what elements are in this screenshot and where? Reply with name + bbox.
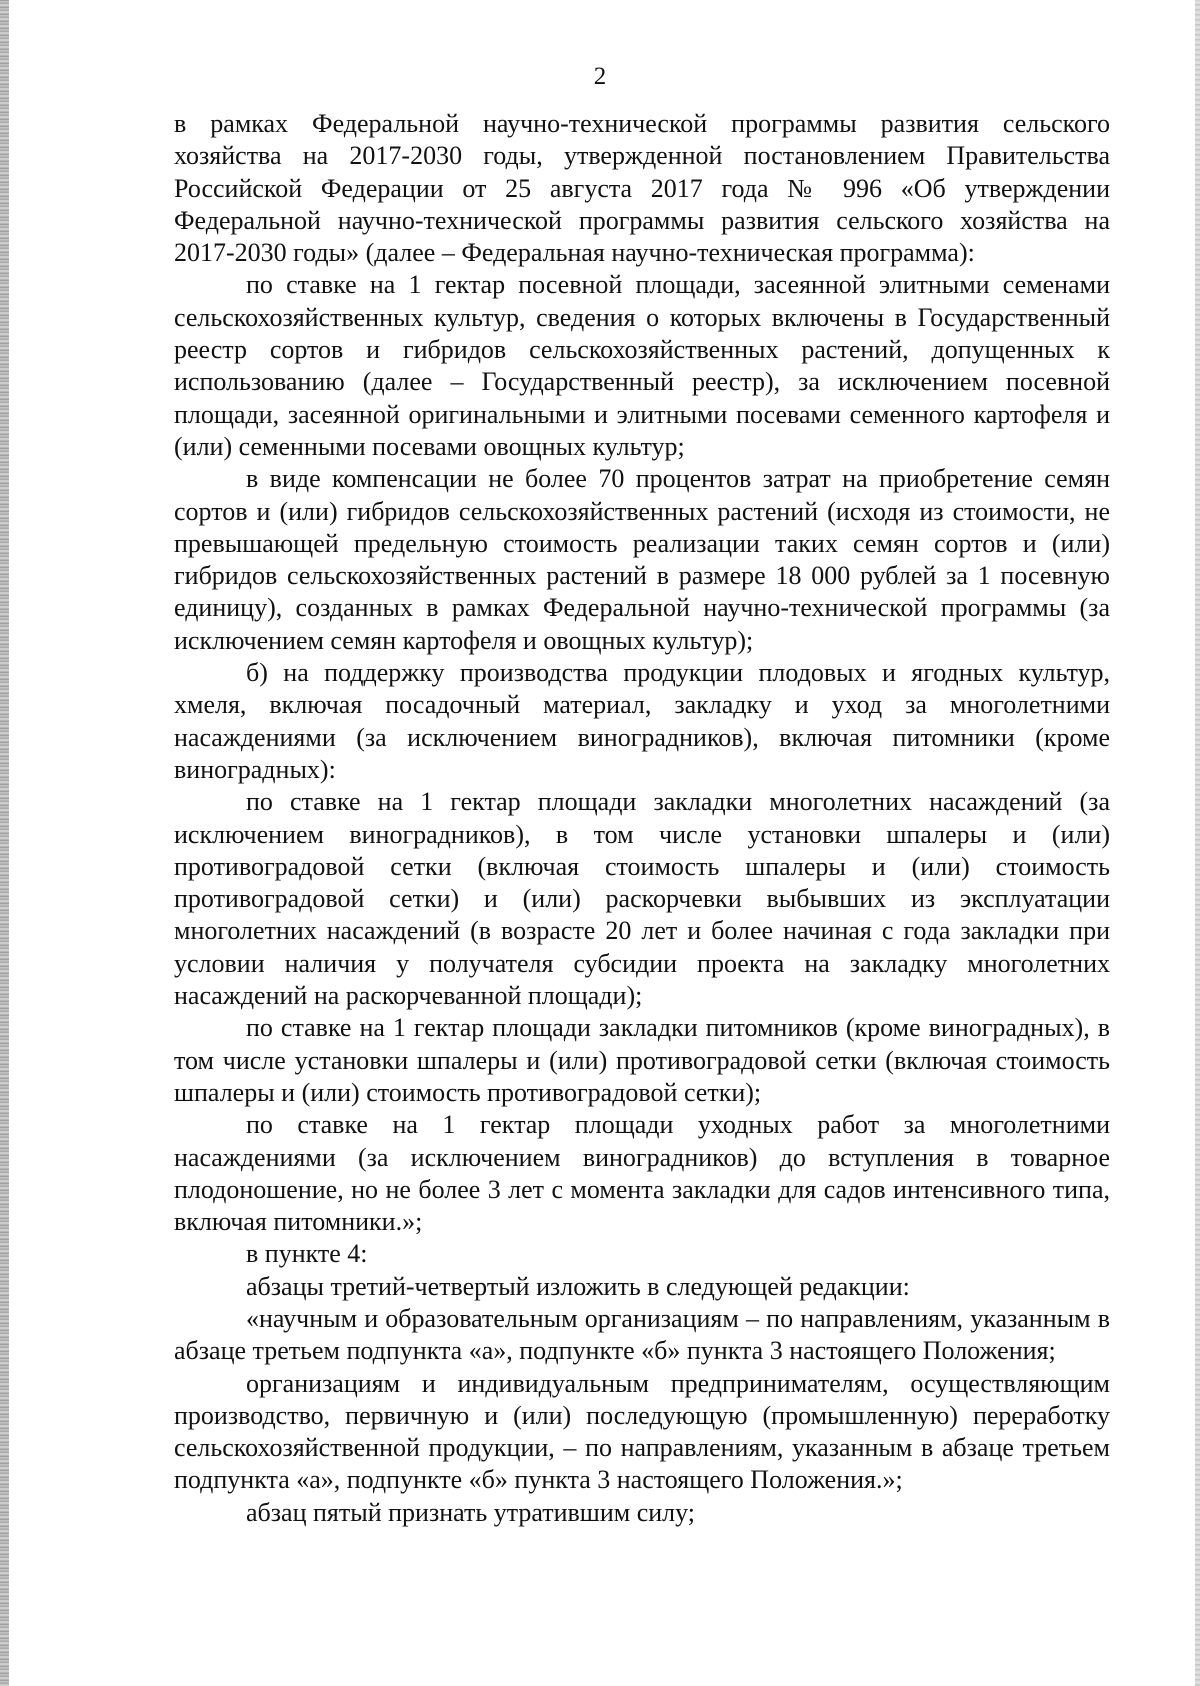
paragraph: организациям и индивидуальным предпринимателям, осуществляющим производство, первичную и (или) последующую (промышленную) переработку сельскохозяйственной продукции, – по направлениям, указанным в абзаце третьем подпункта «а», подпункте «б» пункта 3 настоящего Положения.»;: [174, 1368, 1110, 1495]
paragraph: в виде компенсации не более 70 процентов затрат на приобретение семян сортов и (или) гибридов сельскохозяйственных растений (исходя из стоимости, не превышающей предельную стоимость реализации таких семян сортов и (или) гибридов сельскохозяйственных растений в размере 18 000 рублей за 1 посевную единицу), созданных в рамках Федеральной научно-технической программы (за исключением семян картофеля и овощных культур);: [174, 464, 1110, 655]
paragraph: по ставке на 1 гектар площади закладки многолетних насаждений (за исключением виноградников), в том числе установки шпалеры и (или) противоградовой сетки (включая стоимость шпалеры и (или) стоимость противоградовой сетки) и (или) раскорчевки выбывших из эксплуатации многолетних насаждений (в возрасте 20 лет и более начиная с года закладки при условии наличия у получателя субсидии проекта на закладку многолетних насаждений на раскорчеванной площади);: [174, 787, 1110, 1011]
paragraph: абзацы третий-четвертый изложить в следующей редакции:: [246, 1271, 910, 1301]
paragraph: по ставке на 1 гектар площади уходных работ за многолетними насаждениями (за исключением виноградников) до вступления в товарное плодоношение, но не более 3 лет с момента закладки для садов интенсивного типа, включая питомники.»;: [174, 1110, 1110, 1237]
paragraph: в рамках Федеральной научно-технической программы развития сельского хозяйства на 2017-2030 годы, утвержденной постановлением Правительства Российской Федерации от 25 августа 2017 года № 996 «Об утверждении Федеральной научно-технической программы развития сельского хозяйства на 2017-2030 годы» (далее – Федеральная научно-техническая программа):: [174, 109, 1110, 268]
paragraph: б) на поддержку производства продукции плодовых и ягодных культур, хмеля, включая посадочный материал, закладку и уход за многолетними насаждениями (за исключением виноградников), включая питомники (кроме виноградных):: [174, 658, 1110, 784]
paragraph: абзац пятый признать утратившим силу;: [246, 1497, 696, 1527]
paragraph: по ставке на 1 гектар площади закладки питомников (кроме виноградных), в том числе установки шпалеры и (или) противоградовой сетки (включая стоимость шпалеры и (или) стоимость противоградовой сетки);: [174, 1013, 1110, 1107]
scan-edge-right: [1195, 0, 1200, 1686]
scan-edge-left: [0, 0, 9, 1686]
paragraph: по ставке на 1 гектар посевной площади, засеянной элитными семенами сельскохозяйственных культур, сведения о которых включены в Государственный реестр сортов и гибридов сельскохозяйственных растений, допущенных к использованию (далее – Государственный реестр), за исключением посевной площади, засеянной оригинальными и элитными посевами семенного картофеля и (или) семенными посевами овощных культур;: [174, 270, 1110, 461]
page-number: 2: [593, 63, 607, 90]
paragraph: в пункте 4:: [246, 1239, 368, 1269]
paragraph: «научным и образовательным организациям – по направлениям, указанным в абзаце третьем подпункта «а», подпункте «б» пункта 3 настоящего Положения;: [174, 1303, 1110, 1366]
document-body: [174, 108, 1110, 1529]
